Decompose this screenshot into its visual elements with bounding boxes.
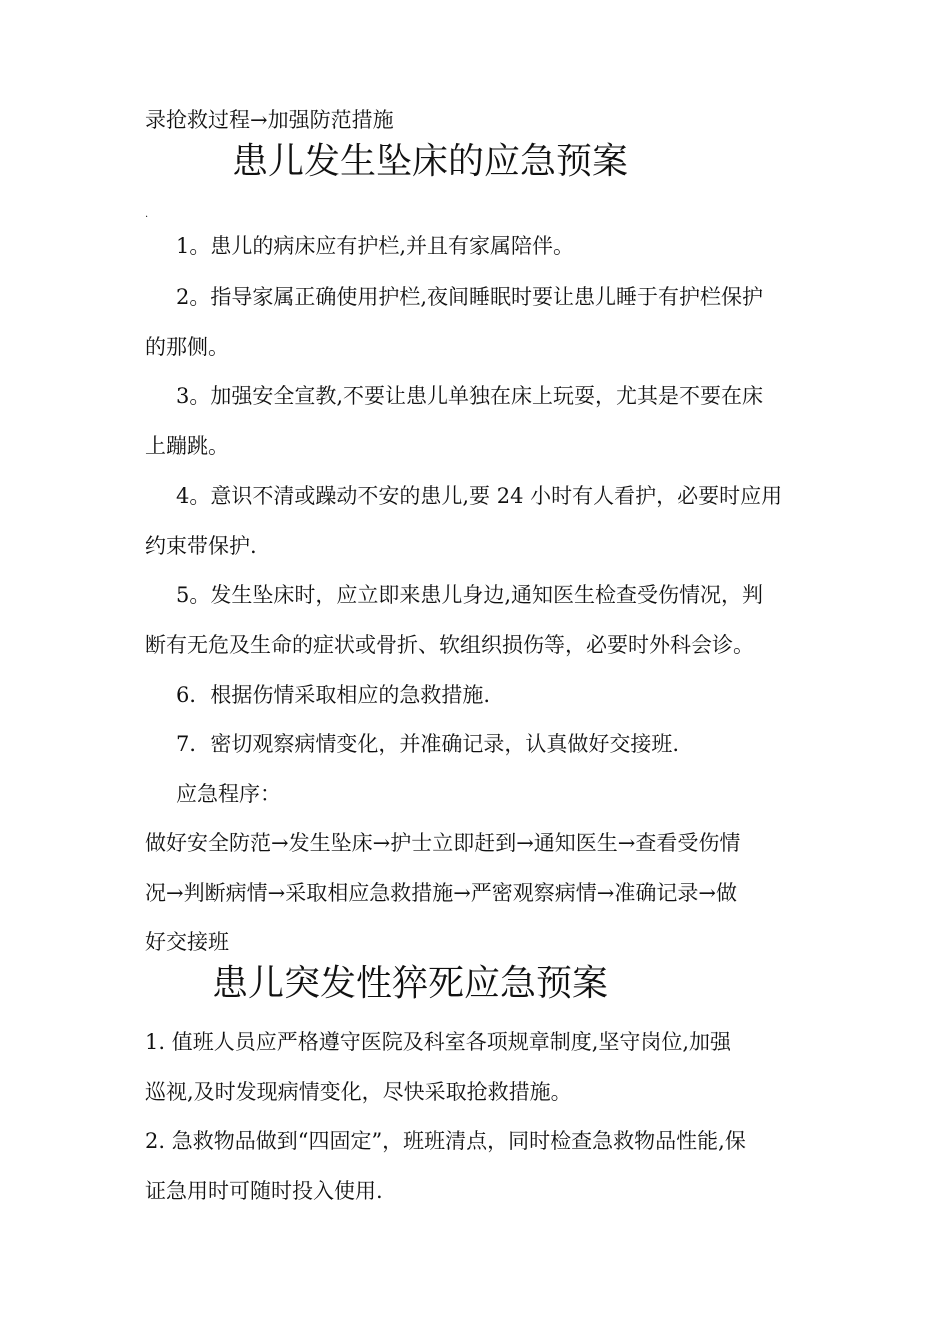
continuation-line: 录抢救过程→加强防范措施 [145, 108, 394, 132]
paragraph-5-line-1: 5。发生坠床时，应立即来患儿身边,通知医生检查受伤情况，判 [176, 583, 764, 607]
paragraph-1: 1。患儿的病床应有护栏,并且有家属陪伴。 [176, 234, 575, 258]
procedure-line-1: 做好安全防范→发生坠床→护士立即赶到→通知医生→查看受伤情 [145, 831, 741, 855]
section2-paragraph-2-line-2: 证急用时可随时投入使用. [145, 1179, 383, 1203]
paragraph-2-line-2: 的那侧。 [145, 335, 229, 359]
section2-paragraph-1-line-1: 1. 值班人员应严格遵守医院及科室各项规章制度,坚守岗位,加强 [145, 1030, 732, 1054]
section2-paragraph-2-line-1: 2. 急救物品做到“四固定”，班班清点，同时检查急救物品性能,保 [145, 1129, 746, 1153]
section-title-bed-fall: 患儿发生坠床的应急预案 [232, 141, 629, 182]
paragraph-3-line-2: 上蹦跳。 [145, 434, 229, 458]
paragraph-7: 7．密切观察病情变化，并准确记录，认真做好交接班. [176, 732, 680, 756]
paragraph-6: 6．根据伤情采取相应的急救措施. [176, 683, 491, 707]
paragraph-3-line-1: 3。加强安全宣教,不要让患儿单独在床上玩耍，尤其是不要在床 [176, 384, 764, 408]
paragraph-5-line-2: 断有无危及生命的症状或骨折、软组织损伤等，必要时外科会诊。 [145, 633, 754, 657]
procedure-label: 应急程序： [176, 782, 281, 806]
section2-paragraph-1-line-2: 巡视,及时发现病情变化，尽快采取抢救措施。 [145, 1080, 572, 1104]
paragraph-4-line-1: 4。意识不清或躁动不安的患儿,要 24 小时有人看护，必要时应用 [176, 484, 783, 508]
stray-dot: . [145, 209, 149, 220]
paragraph-4-line-2: 约束带保护. [145, 534, 257, 558]
procedure-line-3: 好交接班 [145, 930, 229, 954]
section-title-sudden-death: 患儿突发性猝死应急预案 [212, 963, 609, 1004]
procedure-line-2: 况→判断病情→采取相应急救措施→严密观察病情→准确记录→做 [145, 881, 737, 905]
paragraph-2-line-1: 2。指导家属正确使用护栏,夜间睡眠时要让患儿睡于有护栏保护 [176, 285, 764, 309]
